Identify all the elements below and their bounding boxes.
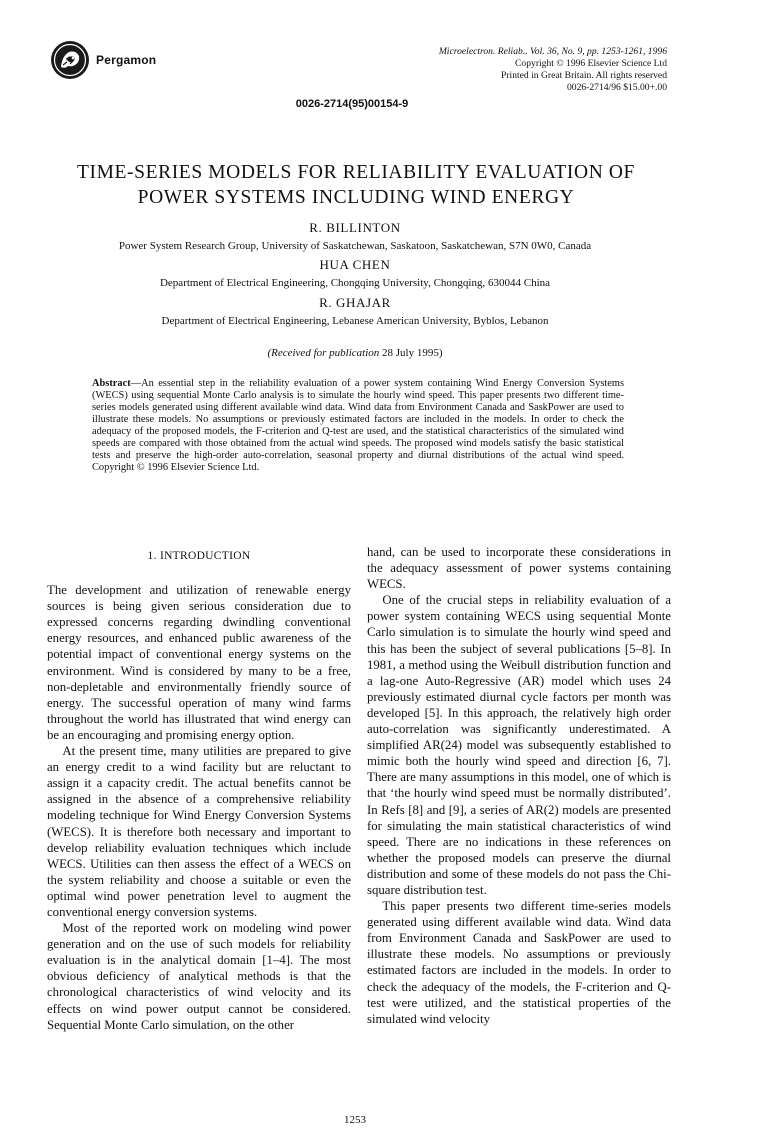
author-affiliation: Department of Electrical Engineering, Chongqing University, Chongqing, 630044 China [159,277,551,289]
author-affiliation: Power System Research Group, University of Saskatchewan, Saskatoon, Saskatchewan, S7N 0W0, Canada [118,240,592,252]
right-column [367,544,671,1027]
publisher-name: Pergamon [96,53,157,67]
title-line-1: TIME-SERIES MODELS FOR RELIABILITY EVALUATION OF [77,162,635,183]
paragraph: hand, can be used to incorporate these considerations in the adequacy assessment of power systems containing WECS. [367,545,671,592]
paragraph: Most of the reported work on modeling wind power generation and on the use of such models for reliability evaluation is in the analytical domain [1–4]. The most obvious deficiency of analytical methods is that the chronological characteristics of wind velocity and its effects on wind power output cannot be considered. Sequential Monte Carlo simulation, on the other [47,921,351,1032]
paragraph: The development and utilization of renewable energy sources is being given serious consideration due to expressed concerns regarding dwindling conventional energy resources, and enhanced public awareness of the potential impact of conventional energy systems on the environment. Wind is considered by many to be a free, non-depletable and environmentally friendly source of energy. The successful operation of many wind farms throughout the world has illustrated that wind energy can be an encouraging and promising energy option. [47,583,351,742]
title-line-2: POWER SYSTEMS INCLUDING WIND ENERGY [137,187,575,208]
abstract-label: Abstract [92,378,131,389]
received-date [0,347,710,359]
received-prefix: (Received for publication [267,347,380,359]
author-affiliation: Department of Electrical Engineering, Lebanese American University, Byblos, Lebanon [161,315,549,327]
page-number: 1253 [344,1114,366,1126]
paragraph: One of the crucial steps in reliability evaluation of a power system containing WECS using sequential Monte Carlo simulation is to simulate the hourly wind speed and this has been the subject of several publications [5–8]. In 1981, a method using the Weibull distribution function and a lag-one Auto-Regressive (AR) model which uses 24 previously estimated diurnal cycle factors per month was developed [5]. In this approach, the relatively high order auto-correlation was significantly underestimated. A simplified AR(24) model was subsequently established to mimic both the hourly wind speed and direction [6, 7]. There are many assumptions in this model, one of which is that ‘the hourly wind speed must be normally distributed’. In Refs [8] and [9], a series of AR(2) models are presented for simulating the main statistical characteristics of wind speed. There are no indications in these references on whether the proposed models can preserve the diurnal distribution and some of these models do not pass the Chi-square distribution test. [367,593,671,897]
paragraph: At the present time, many utilities are prepared to give an energy credit to a wind facility but are reluctant to assign it a capacity credit. The actual benefits cannot be assigned in the absence of a comprehensive reliability modeling technique for Wind Energy Conversion Systems (WECS). It is therefore both necessary and important to develop reliability evaluation techniques which include WECS. Utilities can then assess the effect of a WECS on the system reliability and choose a suitable or even the optimal wind power penetration level to augment the conventional energy conversion systems. [47,744,351,919]
journal-citation: Microelectron. Reliab.. Vol. 36, No. 9, pp. 1253-1261, 1996 [438,46,667,57]
printed-line: Printed in Great Britain. All rights reserved [501,70,667,81]
publication-info [439,46,667,94]
paragraph: This paper presents two different time-series models generated using different available wind data. Wind data from Environment Canada and SaskPower are used to illustrate these models. No assumptions or previously estimated factors are included in the models. In order to check the adequacy of the models, the F-criterion and Q-test were utilized, and the statistical properties of the simulated wind velocity [367,899,671,1026]
section-heading: 1. INTRODUCTION [147,550,251,562]
copyright-line: Copyright © 1996 Elsevier Science Ltd [515,58,667,69]
publisher-logo [50,40,90,80]
received-date-value: 28 July 1995) [382,347,443,359]
author-name: HUA CHEN [319,257,391,272]
left-column [47,544,351,1033]
paper-title [40,160,672,210]
abstract [92,378,624,474]
author-name: R. BILLINTON [309,220,401,235]
abstract-text: —An essential step in the reliability evaluation of a power system containing Wind Energy Conversion Systems (WECS) using sequential Monte Carlo analysis is to simulate the hourly wind speed. This paper presents two different time-series models generated using different available wind data. Wind data from Environment Canada and SaskPower are used to illustrate these models. No assumptions or previously estimated factors are included in the models. In order to check the adequacy of the proposed models, the F-criterion and Q-test are used, and the statistical characteristics of the simulated wind speeds are compared with those obtained from the actual wind speeds. The proposed wind models satisfy the basic statistical tests and preserve the high-order auto-correlation, seasonal property and diurnal distributions of the actual wind speed. Copyright © 1996 Elsevier Science Ltd. [92,378,624,473]
author-name: R. GHAJAR [319,295,391,310]
price-line: 0026-2714/96 $15.00+.00 [566,82,667,93]
article-identifier: 0026-2714(95)00154-9 [295,98,409,110]
